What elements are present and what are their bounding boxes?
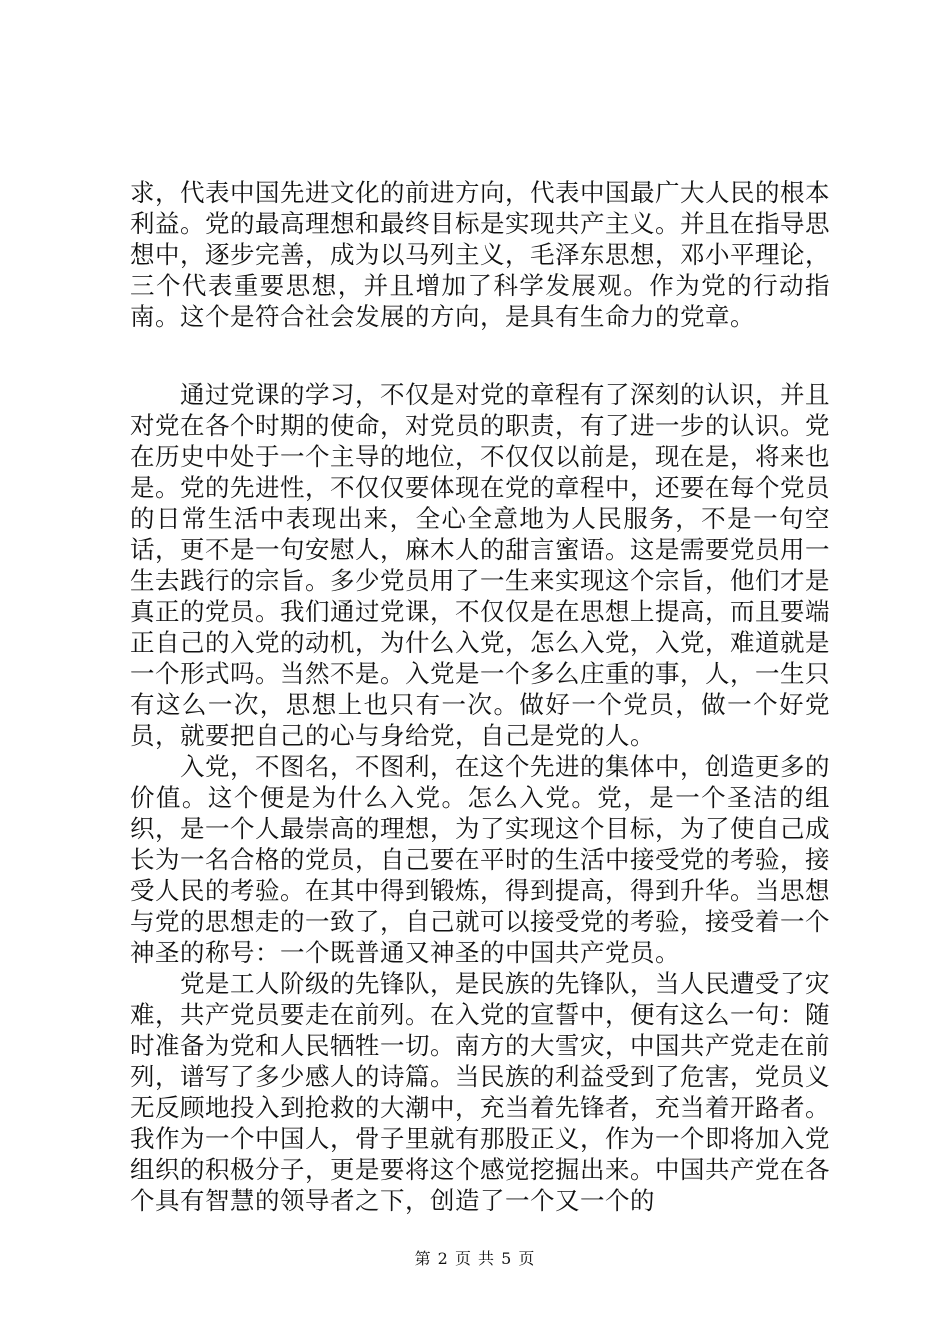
paragraph-1: 求，代表中国先进文化的前进方向，代表中国最广大人民的根本利益。党的最高理想和最终目标是实现共产主义。并且在指导思想中，逐步完善，成为以马列主义，毛泽东思想，邓小平理论，三个代表重要思想，并且增加了科学发展观。作为党的行动指南。这个是符合社会发展的方向，是具有生命力的党章。	[130, 178, 830, 331]
paragraph-spacer	[130, 332, 830, 379]
paragraph-3: 入党，不图名，不图利，在这个先进的集体中，创造更多的价值。这个便是为什么入党。怎么入党。党，是一个圣洁的组织，是一个人最崇高的理想，为了实现这个目标，为了使自己成长为一名合格的党员，自己要在平时的生活中接受党的考验，接受人民的考验。在其中得到锻炼，得到提高，得到升华。当思想与党的思想走的一致了，自己就可以接受党的考验，接受着一个神圣的称号：一个既普通又神圣的中国共产党员。	[130, 752, 830, 967]
paragraph-2: 通过党课的学习，不仅是对党的章程有了深刻的认识，并且对党在各个时期的使命，对党员的职责，有了进一步的认识。党在历史中处于一个主导的地位，不仅仅以前是，现在是，将来也是。党的先进性，不仅仅要体现在党的章程中，还要在每个党员的日常生活中表现出来，全心全意地为人民服务，不是一句空话，更不是一句安慰人，麻木人的甜言蜜语。这是需要党员用一生去践行的宗旨。多少党员用了一生来实现这个宗旨，他们才是真正的党员。我们通过党课，不仅仅是在思想上提高，而且要端正自己的入党的动机，为什么入党，怎么入党，入党，难道就是一个形式吗。当然不是。入党是一个多么庄重的事，人，一生只有这么一次，思想上也只有一次。做好一个党员，做一个好党员，就要把自己的心与身给党，自己是党的人。	[130, 380, 830, 750]
page-number-footer: 第 2 页 共 5 页	[414, 1249, 536, 1268]
paragraph-4: 党是工人阶级的先锋队，是民族的先锋队，当人民遭受了灾难，共产党员要走在前列。在入党的宣誓中，便有这么一句：随时准备为党和人民牺牲一切。南方的大雪灾，中国共产党走在前列，谱写了多少感人的诗篇。当民族的利益受到了危害，党员义无反顾地投入到抢救的大潮中，充当着先锋者，充当着开路者。我作为一个中国人，骨子里就有那股正义，作为一个即将加入党组织的积极分子，更是要将这个感觉挖掘出来。中国共产党在各个具有智慧的领导者之下，创造了一个又一个的	[130, 969, 830, 1215]
document-body	[130, 177, 830, 1216]
